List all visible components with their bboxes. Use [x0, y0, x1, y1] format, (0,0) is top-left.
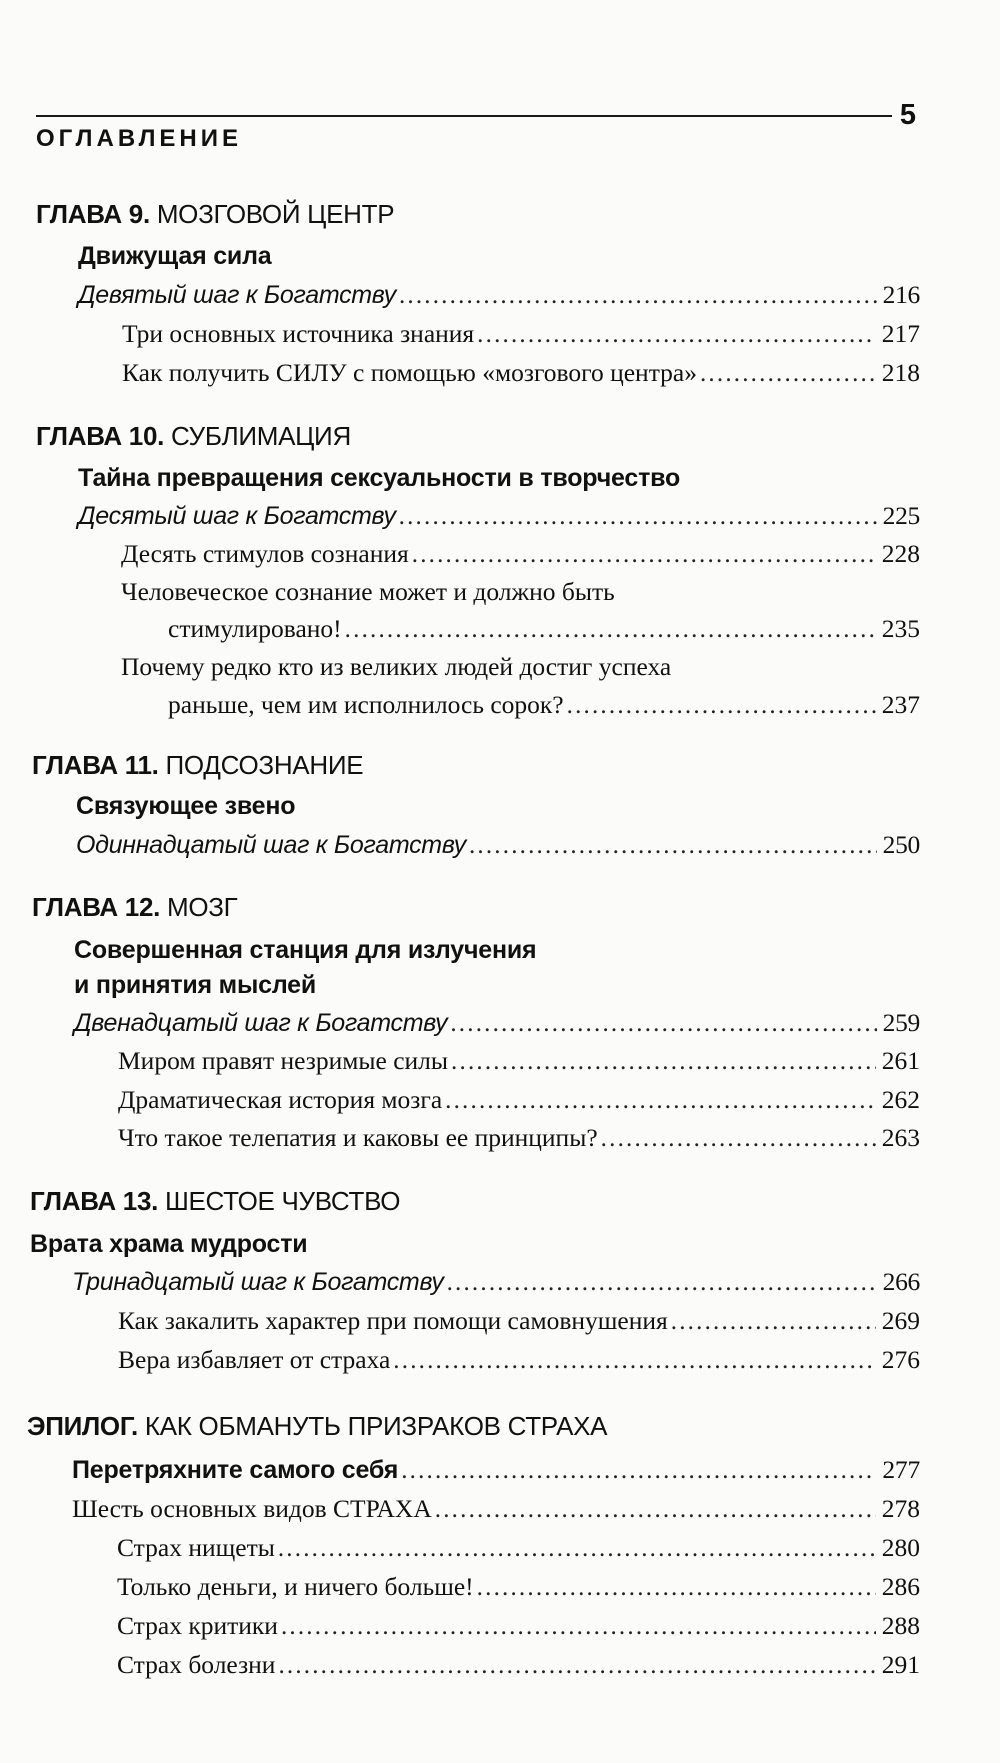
entry-title: Что такое телепатия и каковы ее принципы? [118, 1123, 598, 1152]
entry-title: Драматическая история мозга [118, 1085, 443, 1114]
toc-entry[interactable] [118, 1085, 920, 1123]
dot-leader [450, 1010, 876, 1038]
entry-title: Десятый шаг к Богатству [78, 502, 396, 530]
chapter-12-section-continued [74, 971, 316, 1009]
entry-title: Страх болезни [117, 1650, 276, 1679]
dot-leader [278, 1652, 875, 1680]
dot-leader [451, 1048, 876, 1076]
toc-entry[interactable] [118, 1046, 920, 1084]
chapter-12-section [74, 936, 536, 974]
entry-page: 288 [881, 1611, 920, 1640]
entry-title: Одиннадцатый шаг к Богатству [76, 831, 466, 859]
toc-entry[interactable] [121, 539, 920, 577]
entry-page: 277 [882, 1455, 920, 1484]
section-title: Совершенная станция для излучения [74, 936, 537, 964]
dot-leader [399, 282, 877, 310]
chapter-title: МОЗГ [166, 892, 238, 922]
chapter-title: ПОДСОЗНАНИЕ [165, 750, 364, 780]
dot-leader [412, 541, 876, 569]
toc-entry[interactable] [117, 1650, 920, 1688]
entry-title: Тринадцатый шаг к Богатству [72, 1268, 444, 1296]
toc-entry[interactable] [76, 830, 920, 868]
entry-title: Девятый шаг к Богатству [78, 281, 396, 309]
dot-leader [477, 321, 876, 349]
entry-page: 237 [881, 690, 920, 719]
toc-entry[interactable] [122, 358, 920, 396]
toc-entry[interactable] [122, 319, 920, 357]
entry-title: Перетряхните самого себя [72, 1456, 399, 1484]
entry-page: 235 [881, 614, 920, 643]
running-head: ОГЛАВЛЕНИЕ [36, 125, 243, 152]
chapter-title: СУБЛИМАЦИЯ [170, 421, 351, 451]
dot-leader [278, 1535, 876, 1563]
page-number: 5 [899, 99, 916, 131]
toc-entry[interactable] [78, 501, 920, 539]
chapter-title: ШЕСТОЕ ЧУВСТВО [164, 1186, 401, 1216]
section-title: Движущая сила [78, 242, 272, 270]
chapter-13-section [30, 1230, 307, 1268]
entry-page: 291 [881, 1650, 920, 1679]
toc-entry[interactable] [72, 1267, 920, 1305]
chapter-label: ГЛАВА 12. [32, 892, 161, 922]
dot-leader [345, 616, 876, 644]
dot-leader [435, 1496, 876, 1524]
entry-title: Десять стимулов сознания [121, 539, 409, 568]
entry-page: 217 [881, 319, 920, 348]
entry-page: 250 [882, 830, 920, 859]
entry-page: 262 [881, 1085, 920, 1114]
chapter-label: ГЛАВА 11. [32, 750, 159, 780]
dot-leader [671, 1308, 876, 1336]
toc-entry-line1[interactable] [121, 652, 671, 690]
entry-title: Только деньги, и ничего больше! [117, 1572, 474, 1601]
chapter-title: КАК ОБМАНУТЬ ПРИЗРАКОВ СТРАХА [144, 1411, 608, 1441]
chapter-9-heading [36, 199, 394, 237]
dot-leader [393, 1347, 875, 1375]
epilogue-heading [27, 1411, 607, 1449]
entry-page: 278 [881, 1494, 920, 1523]
toc-entry[interactable] [118, 1306, 920, 1344]
dot-leader [447, 1269, 877, 1297]
chapter-11-heading [32, 750, 363, 788]
chapter-title: МОЗГОВОЙ ЦЕНТР [156, 199, 395, 229]
entry-title: Вера избавляет от страха [118, 1345, 391, 1374]
section-title-continued: и принятия мыслей [74, 971, 317, 999]
entry-page: 261 [881, 1046, 920, 1075]
chapter-9-section [78, 242, 271, 280]
dot-leader [401, 1457, 876, 1485]
entry-title: Как получить СИЛУ с помощью «мозгового центра» [122, 358, 697, 387]
section-title: Связующее звено [76, 792, 296, 820]
entry-page: 276 [881, 1345, 920, 1374]
dot-leader [700, 360, 876, 388]
entry-title: Двенадцатый шаг к Богатству [74, 1009, 448, 1037]
section-title: Врата храма мудрости [30, 1230, 308, 1258]
entry-page: 259 [882, 1008, 920, 1037]
dot-leader [567, 692, 876, 720]
dot-leader [477, 1574, 876, 1602]
entry-title: Шесть основных видов СТРАХА [72, 1494, 432, 1523]
entry-page: 225 [882, 501, 920, 530]
dot-leader [445, 1087, 876, 1115]
entry-title: Страх критики [117, 1611, 278, 1640]
entry-title-continued: раньше, чем им исполнилось сорок? [168, 690, 564, 719]
entry-title: Миром правят незримые силы [118, 1046, 449, 1075]
entry-page: 280 [881, 1533, 920, 1562]
toc-entry[interactable] [72, 1494, 920, 1532]
toc-entry[interactable] [118, 1123, 920, 1161]
dot-leader [399, 503, 877, 531]
toc-entry[interactable] [78, 280, 920, 318]
entry-page: 228 [881, 539, 920, 568]
entry-title-continued: стимулировано! [168, 614, 342, 643]
chapter-label: ГЛАВА 13. [30, 1186, 159, 1216]
toc-entry[interactable] [72, 1455, 920, 1493]
header-rule [36, 115, 892, 117]
entry-page: 263 [881, 1123, 920, 1152]
toc-entry[interactable] [118, 1345, 920, 1383]
dot-leader [469, 832, 877, 860]
entry-title: Как закалить характер при помощи самовнушения [118, 1306, 668, 1335]
chapter-label: ГЛАВА 10. [36, 421, 165, 451]
toc-entry[interactable] [74, 1008, 920, 1046]
toc-entry[interactable] [117, 1611, 920, 1649]
dot-leader [281, 1613, 876, 1641]
toc-entry[interactable] [117, 1572, 920, 1610]
chapter-10-heading [36, 421, 351, 459]
entry-title: Страх нищеты [117, 1533, 275, 1562]
entry-page: 218 [881, 358, 920, 387]
section-title: Тайна превращения сексуальности в творчество [78, 464, 681, 492]
entry-title: Три основных источника знания [122, 319, 475, 348]
entry-title: Человеческое сознание может и должно быть [121, 577, 615, 606]
toc-entry-line2[interactable] [168, 690, 920, 728]
toc-entry[interactable] [117, 1533, 920, 1571]
toc-entry-line1[interactable] [121, 577, 615, 615]
toc-entry-line2[interactable] [168, 614, 920, 652]
chapter-11-section [76, 792, 295, 830]
entry-page: 286 [881, 1572, 920, 1601]
chapter-label: ГЛАВА 9. [36, 199, 150, 229]
entry-page: 269 [881, 1306, 920, 1335]
chapter-label: ЭПИЛОГ. [27, 1411, 138, 1441]
chapter-12-heading [32, 892, 237, 930]
dot-leader [601, 1125, 876, 1153]
entry-title: Почему редко кто из великих людей достиг успеха [121, 652, 672, 681]
entry-page: 216 [882, 280, 920, 309]
chapter-10-section [78, 464, 680, 502]
chapter-13-heading [30, 1186, 400, 1224]
entry-page: 266 [882, 1267, 920, 1296]
